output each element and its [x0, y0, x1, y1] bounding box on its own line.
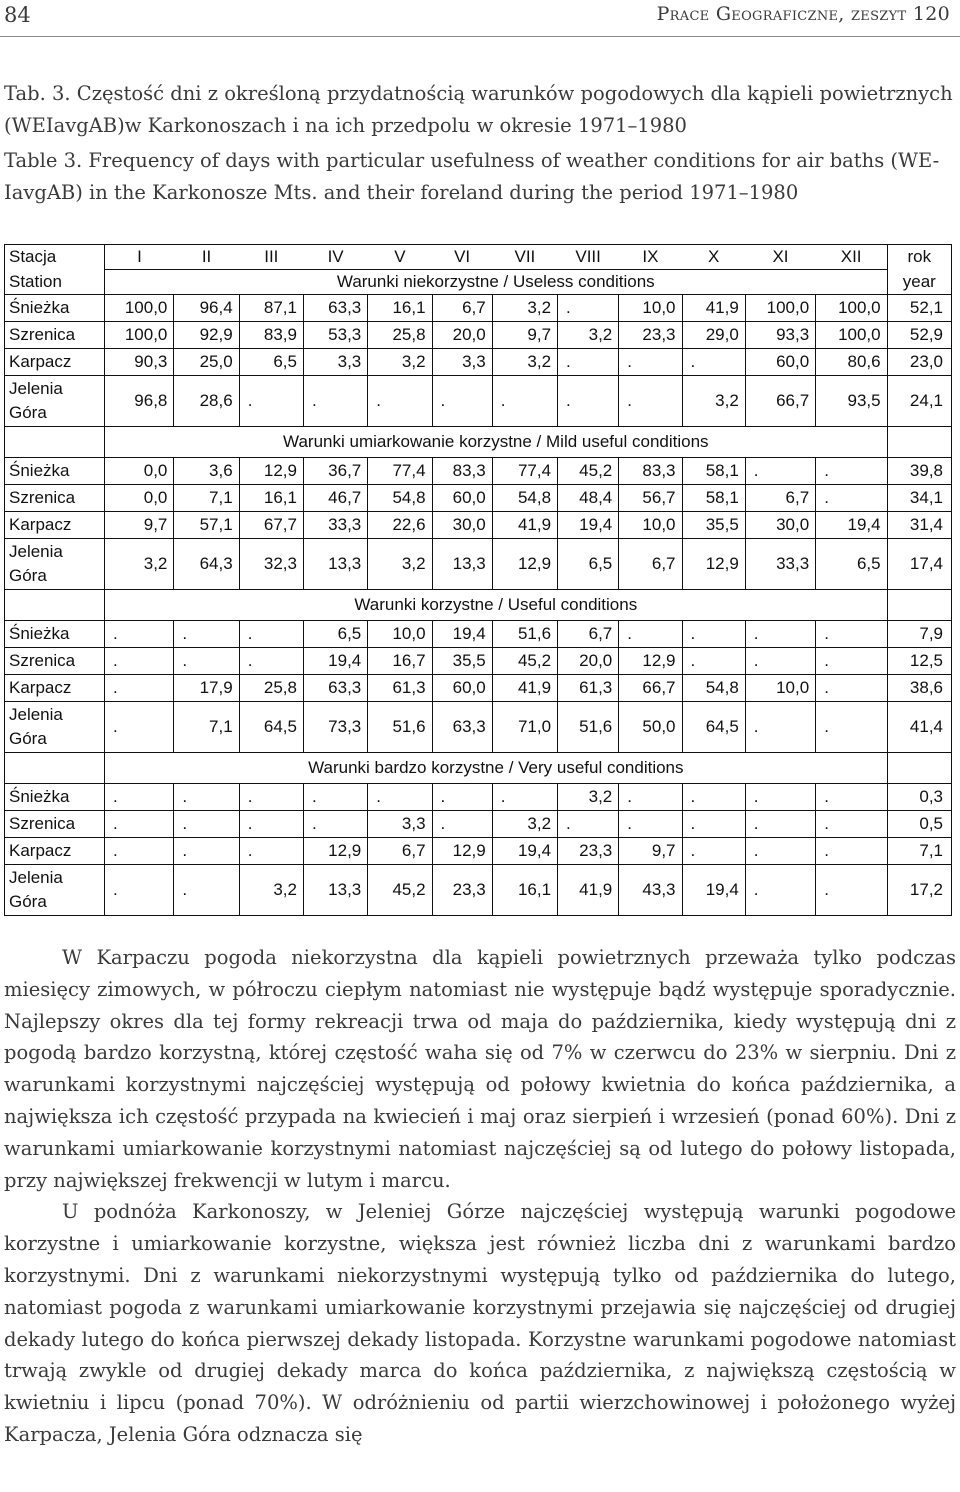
value-cell: 35,5: [432, 648, 492, 675]
value-cell: 22,6: [368, 512, 432, 539]
value-cell: .: [682, 838, 745, 865]
value-cell: 3,2: [239, 865, 303, 916]
value-cell: 29,0: [682, 322, 745, 349]
value-cell: 12,9: [682, 539, 745, 590]
value-cell: 16,7: [368, 648, 432, 675]
value-cell: .: [745, 838, 815, 865]
table-row: [5, 621, 952, 648]
value-cell: 87,1: [239, 295, 303, 322]
value-cell: 77,4: [492, 458, 557, 485]
value-cell: 13,3: [303, 865, 367, 916]
year-value-cell: 7,9: [887, 621, 951, 648]
year-value-cell: 52,9: [887, 322, 951, 349]
year-value-cell: 7,1: [887, 838, 951, 865]
value-cell: .: [682, 621, 745, 648]
station-name-line: Góra: [9, 403, 47, 422]
value-cell: 10,0: [619, 295, 682, 322]
station-cell: [5, 702, 105, 753]
station-header: Stacja: [5, 245, 105, 270]
value-cell: 51,6: [558, 702, 619, 753]
value-cell: 3,2: [368, 539, 432, 590]
station-cell: Śnieżka: [5, 621, 105, 648]
value-cell: .: [816, 675, 887, 702]
value-cell: 7,1: [174, 702, 239, 753]
table-row: [5, 295, 952, 322]
table-row: [5, 838, 952, 865]
value-cell: 20,0: [558, 648, 619, 675]
blank-cell: [887, 753, 951, 784]
value-cell: .: [816, 621, 887, 648]
value-cell: .: [558, 811, 619, 838]
value-cell: 43,3: [619, 865, 682, 916]
value-cell: 66,7: [619, 675, 682, 702]
value-cell: 3,2: [492, 811, 557, 838]
value-cell: .: [368, 376, 432, 427]
page-number: 84: [4, 3, 31, 27]
caption-pl-text: Tab. 3. Częstość dni z określoną przydatnością warunków pogodowych dla kąpieli powietrznych (WEIavgAB)w Karkonoszach i na ich przedpolu w okresie 1971–1980: [4, 82, 953, 137]
value-cell: .: [432, 811, 492, 838]
value-cell: 66,7: [745, 376, 815, 427]
body-text: [4, 942, 956, 1451]
section-header-row: [5, 590, 952, 621]
value-cell: 41,9: [682, 295, 745, 322]
value-cell: .: [239, 784, 303, 811]
table-caption-polish: [4, 78, 956, 142]
table-row: [5, 485, 952, 512]
value-cell: 100,0: [745, 295, 815, 322]
value-cell: 45,2: [492, 648, 557, 675]
value-cell: 67,7: [239, 512, 303, 539]
section-title: Warunki korzystne / Useful conditions: [105, 590, 888, 621]
weather-usefulness-table: [4, 244, 952, 916]
value-cell: 83,3: [432, 458, 492, 485]
year-value-cell: 12,5: [887, 648, 951, 675]
month-header: X: [682, 245, 745, 270]
value-cell: .: [174, 621, 239, 648]
value-cell: 6,7: [432, 295, 492, 322]
value-cell: 6,7: [745, 485, 815, 512]
header-row: [5, 245, 952, 270]
value-cell: .: [558, 295, 619, 322]
value-cell: 12,9: [239, 458, 303, 485]
value-cell: 23,3: [558, 838, 619, 865]
value-cell: 63,3: [303, 295, 367, 322]
value-cell: 93,3: [745, 322, 815, 349]
section-title: Warunki umiarkowanie korzystne / Mild useful conditions: [105, 427, 888, 458]
paragraph: W Karpaczu pogoda niekorzystna dla kąpieli powietrznych przeważa tylko podczas miesięcy zimowych, w półroczu ciepłym natomiast nie występuje bądź występuje sporadycznie. Najlepszy okres dla tej formy rekreacji trwa od maja do października, kiedy występują dni z pogodą bardzo korzystną, której częstość waha się od 7% w czerwcu do 23% w sierpniu. Dni z warunkami korzystnymi najczęściej występują od połowy kwietnia do końca października, a największa ich częstość przypada na kwiecień i maj oraz sierpień i wrzesień (ponad 60%). Dni z warunkami umiarkowanie korzystnymi natomiast najczęściej są od lutego do połowy listopada, przy największej frekwencji w lutym i marcu.: [4, 946, 956, 1192]
header-rule: [0, 36, 960, 37]
value-cell: .: [816, 702, 887, 753]
value-cell: 12,9: [432, 838, 492, 865]
value-cell: .: [174, 784, 239, 811]
value-cell: 19,4: [682, 865, 745, 916]
value-cell: 12,9: [303, 838, 367, 865]
station-cell: Szrenica: [5, 811, 105, 838]
value-cell: .: [105, 621, 174, 648]
station-name-line: Jelenia: [9, 868, 63, 887]
value-cell: .: [619, 376, 682, 427]
year-header: rok: [887, 245, 951, 270]
value-cell: 90,3: [105, 349, 174, 376]
value-cell: .: [745, 648, 815, 675]
station-cell: Śnieżka: [5, 295, 105, 322]
value-cell: 10,0: [619, 512, 682, 539]
value-cell: 41,9: [492, 512, 557, 539]
value-cell: 3,6: [174, 458, 239, 485]
value-cell: .: [174, 648, 239, 675]
value-cell: .: [682, 784, 745, 811]
value-cell: .: [619, 349, 682, 376]
value-cell: .: [816, 485, 887, 512]
table-row: [5, 376, 952, 427]
table-row: [5, 539, 952, 590]
month-header: IV: [303, 245, 367, 270]
value-cell: 41,9: [492, 675, 557, 702]
value-cell: .: [239, 621, 303, 648]
value-cell: 13,3: [303, 539, 367, 590]
blank-cell: [887, 590, 951, 621]
value-cell: .: [368, 784, 432, 811]
value-cell: 13,3: [432, 539, 492, 590]
value-cell: 64,3: [174, 539, 239, 590]
year-value-cell: 38,6: [887, 675, 951, 702]
value-cell: 92,9: [174, 322, 239, 349]
value-cell: 6,5: [303, 621, 367, 648]
section-header-row: [5, 753, 952, 784]
value-cell: 19,4: [303, 648, 367, 675]
month-header: V: [368, 245, 432, 270]
value-cell: .: [558, 376, 619, 427]
blank-cell: [5, 753, 105, 784]
value-cell: 25,0: [174, 349, 239, 376]
value-cell: 64,5: [682, 702, 745, 753]
value-cell: 60,0: [432, 485, 492, 512]
blank-cell: [5, 427, 105, 458]
station-cell: Szrenica: [5, 648, 105, 675]
value-cell: 3,3: [303, 349, 367, 376]
header-row: [5, 270, 952, 295]
value-cell: .: [745, 811, 815, 838]
page-header: [0, 0, 960, 34]
value-cell: 12,9: [492, 539, 557, 590]
value-cell: 50,0: [619, 702, 682, 753]
blank-cell: [887, 427, 951, 458]
year-value-cell: 17,4: [887, 539, 951, 590]
value-cell: 100,0: [816, 322, 887, 349]
month-header: XII: [816, 245, 887, 270]
value-cell: .: [105, 702, 174, 753]
table-row: [5, 784, 952, 811]
section-title: Warunki niekorzystne / Useless conditions: [105, 270, 888, 295]
caption-en-text: Table 3. Frequency of days with particular usefulness of weather conditions for air baths (WE-IavgAB) in the Karkonosze Mts. and their foreland during the period 1971–1980: [4, 149, 940, 204]
value-cell: .: [239, 648, 303, 675]
year-value-cell: 23,0: [887, 349, 951, 376]
value-cell: 73,3: [303, 702, 367, 753]
value-cell: 45,2: [368, 865, 432, 916]
value-cell: 64,5: [239, 702, 303, 753]
value-cell: .: [816, 838, 887, 865]
month-header: III: [239, 245, 303, 270]
value-cell: 96,4: [174, 295, 239, 322]
month-header: IX: [619, 245, 682, 270]
value-cell: 30,0: [745, 512, 815, 539]
value-cell: 6,7: [558, 621, 619, 648]
value-cell: .: [816, 811, 887, 838]
value-cell: 3,2: [558, 784, 619, 811]
value-cell: 6,5: [239, 349, 303, 376]
value-cell: 46,7: [303, 485, 367, 512]
value-cell: .: [105, 648, 174, 675]
value-cell: 19,4: [432, 621, 492, 648]
value-cell: 16,1: [492, 865, 557, 916]
value-cell: .: [303, 376, 367, 427]
station-name-line: Jelenia: [9, 705, 63, 724]
value-cell: 36,7: [303, 458, 367, 485]
value-cell: 100,0: [105, 322, 174, 349]
value-cell: 16,1: [239, 485, 303, 512]
value-cell: .: [105, 811, 174, 838]
value-cell: 54,8: [368, 485, 432, 512]
value-cell: .: [432, 376, 492, 427]
value-cell: .: [239, 811, 303, 838]
value-cell: 35,5: [682, 512, 745, 539]
table-row: [5, 865, 952, 916]
value-cell: 3,2: [558, 322, 619, 349]
value-cell: 56,7: [619, 485, 682, 512]
value-cell: .: [105, 784, 174, 811]
value-cell: 0,0: [105, 458, 174, 485]
value-cell: 32,3: [239, 539, 303, 590]
value-cell: 19,4: [492, 838, 557, 865]
section-title: Warunki bardzo korzystne / Very useful conditions: [105, 753, 888, 784]
value-cell: 54,8: [682, 675, 745, 702]
value-cell: .: [745, 702, 815, 753]
value-cell: 60,0: [745, 349, 815, 376]
value-cell: 71,0: [492, 702, 557, 753]
value-cell: 28,6: [174, 376, 239, 427]
value-cell: 9,7: [492, 322, 557, 349]
month-header: VIII: [558, 245, 619, 270]
year-value-cell: 52,1: [887, 295, 951, 322]
value-cell: 83,3: [619, 458, 682, 485]
year-value-cell: 17,2: [887, 865, 951, 916]
value-cell: 80,6: [816, 349, 887, 376]
value-cell: 19,4: [558, 512, 619, 539]
value-cell: 25,8: [368, 322, 432, 349]
value-cell: 9,7: [619, 838, 682, 865]
year-header-en: year: [887, 270, 951, 295]
value-cell: 16,1: [368, 295, 432, 322]
month-header: XI: [745, 245, 815, 270]
value-cell: 93,5: [816, 376, 887, 427]
paragraph: U podnóża Karkonoszy, w Jeleniej Górze najczęściej występują warunki pogodowe korzystne i umiarkowanie korzystne, większa jest również liczba dni z warunkami bardzo korzystnymi. Dni z warunkami niekorzystnymi występują tylko od października do lutego, natomiast pogoda z warunkami umiarkowanie korzystnymi przejawia się najczęściej od drugiej dekady lutego do końca pierwszej dekady listopada. Korzystne warunkami pogodowe natomiast trwają zwykle od drugiej dekady marca do końca października, z największą częstością w kwietniu i lipcu (ponad 70%). W odróżnieniu od partii wierzchowinowej i położonego wyżej Karpacza, Jelenia Góra odznacza się: [4, 1200, 956, 1446]
table-row: [5, 322, 952, 349]
blank-cell: [5, 590, 105, 621]
month-header: VII: [492, 245, 557, 270]
value-cell: 45,2: [558, 458, 619, 485]
table-row: [5, 811, 952, 838]
value-cell: .: [174, 811, 239, 838]
section-header-row: [5, 427, 952, 458]
station-header-en: Station: [5, 270, 105, 295]
value-cell: .: [816, 458, 887, 485]
station-cell: Karpacz: [5, 838, 105, 865]
value-cell: 33,3: [745, 539, 815, 590]
year-value-cell: 31,4: [887, 512, 951, 539]
value-cell: .: [619, 784, 682, 811]
value-cell: .: [745, 458, 815, 485]
value-cell: 63,3: [432, 702, 492, 753]
value-cell: .: [745, 621, 815, 648]
value-cell: .: [492, 376, 557, 427]
value-cell: 41,9: [558, 865, 619, 916]
value-cell: 17,9: [174, 675, 239, 702]
station-name-line: Jelenia: [9, 542, 63, 561]
table-row: [5, 458, 952, 485]
value-cell: 0,0: [105, 485, 174, 512]
value-cell: 48,4: [558, 485, 619, 512]
value-cell: 33,3: [303, 512, 367, 539]
value-cell: 63,3: [303, 675, 367, 702]
value-cell: 100,0: [816, 295, 887, 322]
station-cell: Śnieżka: [5, 784, 105, 811]
station-name-line: Góra: [9, 566, 47, 585]
value-cell: .: [105, 675, 174, 702]
month-header: II: [174, 245, 239, 270]
month-header: I: [105, 245, 174, 270]
value-cell: 60,0: [432, 675, 492, 702]
station-cell: [5, 539, 105, 590]
value-cell: .: [745, 865, 815, 916]
value-cell: 51,6: [368, 702, 432, 753]
table-caption-english: [4, 145, 956, 209]
value-cell: 51,6: [492, 621, 557, 648]
value-cell: .: [682, 648, 745, 675]
value-cell: 54,8: [492, 485, 557, 512]
value-cell: .: [816, 648, 887, 675]
value-cell: 3,2: [682, 376, 745, 427]
value-cell: .: [432, 784, 492, 811]
value-cell: 23,3: [619, 322, 682, 349]
station-name-line: Góra: [9, 729, 47, 748]
value-cell: 57,1: [174, 512, 239, 539]
value-cell: 25,8: [239, 675, 303, 702]
value-cell: .: [174, 838, 239, 865]
year-value-cell: 41,4: [887, 702, 951, 753]
value-cell: .: [239, 376, 303, 427]
value-cell: .: [745, 784, 815, 811]
station-cell: Karpacz: [5, 349, 105, 376]
value-cell: .: [174, 865, 239, 916]
value-cell: .: [303, 784, 367, 811]
table-row: [5, 702, 952, 753]
value-cell: 20,0: [432, 322, 492, 349]
station-cell: Szrenica: [5, 485, 105, 512]
year-value-cell: 0,3: [887, 784, 951, 811]
value-cell: 3,2: [105, 539, 174, 590]
value-cell: .: [303, 811, 367, 838]
value-cell: .: [816, 865, 887, 916]
running-title: Prace Geograficzne, zeszyt 120: [656, 3, 950, 25]
value-cell: 58,1: [682, 485, 745, 512]
value-cell: 61,3: [368, 675, 432, 702]
value-cell: 61,3: [558, 675, 619, 702]
year-value-cell: 24,1: [887, 376, 951, 427]
value-cell: 9,7: [105, 512, 174, 539]
value-cell: .: [558, 349, 619, 376]
station-cell: [5, 376, 105, 427]
value-cell: .: [619, 621, 682, 648]
station-cell: [5, 865, 105, 916]
value-cell: .: [239, 838, 303, 865]
value-cell: 53,3: [303, 322, 367, 349]
value-cell: .: [492, 784, 557, 811]
month-header: VI: [432, 245, 492, 270]
value-cell: 3,2: [492, 349, 557, 376]
year-value-cell: 34,1: [887, 485, 951, 512]
value-cell: 3,3: [368, 811, 432, 838]
station-cell: Karpacz: [5, 512, 105, 539]
year-value-cell: 0,5: [887, 811, 951, 838]
value-cell: 7,1: [174, 485, 239, 512]
value-cell: 6,5: [558, 539, 619, 590]
table-row: [5, 648, 952, 675]
value-cell: 12,9: [619, 648, 682, 675]
value-cell: 3,2: [368, 349, 432, 376]
value-cell: 100,0: [105, 295, 174, 322]
value-cell: 83,9: [239, 322, 303, 349]
value-cell: 6,5: [816, 539, 887, 590]
value-cell: 6,7: [368, 838, 432, 865]
value-cell: 6,7: [619, 539, 682, 590]
value-cell: .: [105, 838, 174, 865]
value-cell: 77,4: [368, 458, 432, 485]
table-row: [5, 349, 952, 376]
value-cell: 58,1: [682, 458, 745, 485]
station-cell: Szrenica: [5, 322, 105, 349]
station-name-line: Góra: [9, 892, 47, 911]
value-cell: 3,3: [432, 349, 492, 376]
value-cell: .: [682, 811, 745, 838]
value-cell: 10,0: [745, 675, 815, 702]
value-cell: 19,4: [816, 512, 887, 539]
station-cell: Karpacz: [5, 675, 105, 702]
station-name-line: Jelenia: [9, 379, 63, 398]
value-cell: 30,0: [432, 512, 492, 539]
value-cell: .: [105, 865, 174, 916]
value-cell: .: [619, 811, 682, 838]
table-row: [5, 512, 952, 539]
value-cell: .: [682, 349, 745, 376]
value-cell: 96,8: [105, 376, 174, 427]
value-cell: 10,0: [368, 621, 432, 648]
value-cell: .: [816, 784, 887, 811]
table-row: [5, 675, 952, 702]
station-cell: Śnieżka: [5, 458, 105, 485]
value-cell: 3,2: [492, 295, 557, 322]
value-cell: 23,3: [432, 865, 492, 916]
year-value-cell: 39,8: [887, 458, 951, 485]
